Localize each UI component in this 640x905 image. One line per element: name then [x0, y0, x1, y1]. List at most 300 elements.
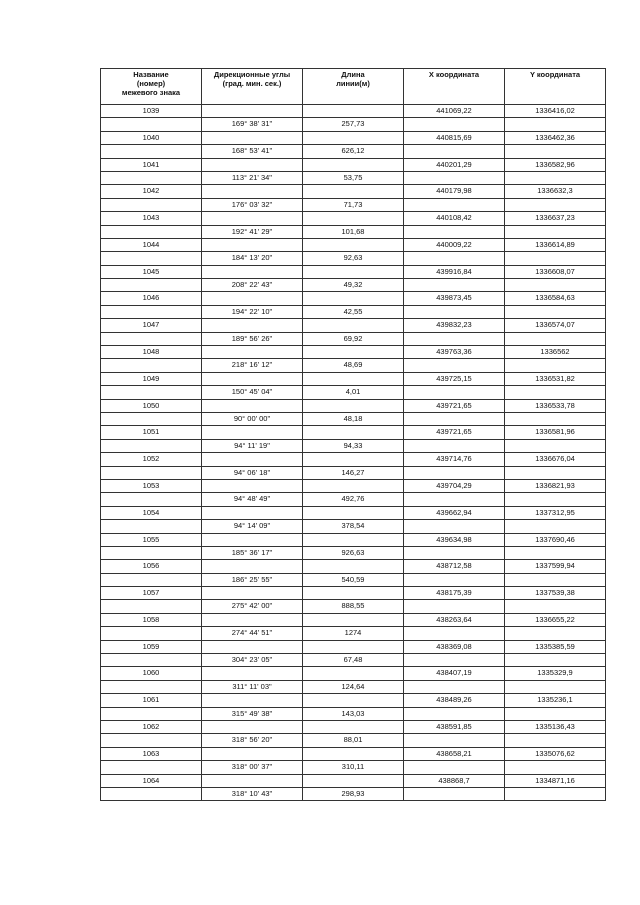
direction-angle-cell: 318° 10' 43" — [202, 787, 303, 800]
line-length-cell: 257,73 — [303, 118, 404, 131]
direction-angle-cell: 113° 21' 34" — [202, 171, 303, 184]
segment-name-empty — [101, 573, 202, 586]
direction-angle-cell: 169° 38' 31" — [202, 118, 303, 131]
segment-y-empty — [505, 546, 606, 559]
point-angle-empty — [202, 346, 303, 359]
point-name-cell: 1059 — [101, 640, 202, 653]
segment-name-empty — [101, 654, 202, 667]
segment-x-empty — [404, 145, 505, 158]
y-coordinate-cell: 1335385,59 — [505, 640, 606, 653]
point-row — [101, 453, 606, 466]
point-length-empty — [303, 238, 404, 251]
y-coordinate-cell: 1334871,16 — [505, 774, 606, 787]
point-name-cell: 1054 — [101, 506, 202, 519]
point-length-empty — [303, 185, 404, 198]
segment-x-empty — [404, 439, 505, 452]
direction-angle-cell: 318° 00' 37" — [202, 761, 303, 774]
segment-x-empty — [404, 332, 505, 345]
direction-angle-cell: 185° 36' 17" — [202, 546, 303, 559]
segment-y-empty — [505, 198, 606, 211]
point-row — [101, 560, 606, 573]
line-length-cell: 143,03 — [303, 707, 404, 720]
point-angle-empty — [202, 587, 303, 600]
direction-angle-cell: 150° 45' 04" — [202, 386, 303, 399]
point-length-empty — [303, 453, 404, 466]
point-row — [101, 694, 606, 707]
x-coordinate-cell: 439832,23 — [404, 319, 505, 332]
segment-name-empty — [101, 627, 202, 640]
point-length-empty — [303, 346, 404, 359]
point-name-cell: 1044 — [101, 238, 202, 251]
point-name-cell: 1042 — [101, 185, 202, 198]
direction-angle-cell: 208° 22' 43" — [202, 279, 303, 292]
segment-name-empty — [101, 359, 202, 372]
header-direction-angle: Дирекционные углы (град. мин. сек.) — [202, 69, 303, 105]
line-length-cell: 124,64 — [303, 680, 404, 693]
segment-row — [101, 466, 606, 479]
point-angle-empty — [202, 185, 303, 198]
direction-angle-cell: 94° 06' 18" — [202, 466, 303, 479]
line-length-cell: 67,48 — [303, 654, 404, 667]
x-coordinate-cell: 438369,08 — [404, 640, 505, 653]
segment-row — [101, 305, 606, 318]
y-coordinate-cell: 1336608,07 — [505, 265, 606, 278]
segment-y-empty — [505, 520, 606, 533]
point-name-cell: 1045 — [101, 265, 202, 278]
segment-x-empty — [404, 761, 505, 774]
direction-angle-cell: 274° 44' 51" — [202, 627, 303, 640]
point-name-cell: 1051 — [101, 426, 202, 439]
segment-x-empty — [404, 707, 505, 720]
point-row — [101, 105, 606, 118]
segment-x-empty — [404, 252, 505, 265]
segment-name-empty — [101, 520, 202, 533]
direction-angle-cell: 90° 00' 00" — [202, 412, 303, 425]
line-length-cell: 1274 — [303, 627, 404, 640]
x-coordinate-cell: 439721,65 — [404, 426, 505, 439]
point-row — [101, 426, 606, 439]
point-row — [101, 720, 606, 733]
direction-angle-cell: 304° 23' 05" — [202, 654, 303, 667]
point-length-empty — [303, 479, 404, 492]
y-coordinate-cell: 1336562 — [505, 346, 606, 359]
point-row — [101, 667, 606, 680]
point-name-cell: 1063 — [101, 747, 202, 760]
segment-name-empty — [101, 145, 202, 158]
segment-y-empty — [505, 171, 606, 184]
point-row — [101, 131, 606, 144]
segment-name-empty — [101, 761, 202, 774]
x-coordinate-cell: 439763,36 — [404, 346, 505, 359]
point-length-empty — [303, 372, 404, 385]
point-name-cell: 1058 — [101, 613, 202, 626]
point-angle-empty — [202, 667, 303, 680]
line-length-cell: 69,92 — [303, 332, 404, 345]
line-length-cell: 146,27 — [303, 466, 404, 479]
point-name-cell: 1057 — [101, 587, 202, 600]
direction-angle-cell: 94° 11' 19" — [202, 439, 303, 452]
point-length-empty — [303, 399, 404, 412]
y-coordinate-cell: 1337599,94 — [505, 560, 606, 573]
direction-angle-cell: 311° 11' 03" — [202, 680, 303, 693]
segment-y-empty — [505, 761, 606, 774]
point-length-empty — [303, 212, 404, 225]
point-row — [101, 640, 606, 653]
segment-y-empty — [505, 225, 606, 238]
direction-angle-cell: 186° 25' 55" — [202, 573, 303, 586]
segment-x-empty — [404, 198, 505, 211]
point-name-cell: 1050 — [101, 399, 202, 412]
point-row — [101, 747, 606, 760]
segment-y-empty — [505, 412, 606, 425]
segment-row — [101, 412, 606, 425]
segment-x-empty — [404, 627, 505, 640]
segment-name-empty — [101, 171, 202, 184]
point-row — [101, 238, 606, 251]
point-name-cell: 1039 — [101, 105, 202, 118]
point-length-empty — [303, 667, 404, 680]
point-length-empty — [303, 720, 404, 733]
y-coordinate-cell: 1336637,23 — [505, 212, 606, 225]
point-angle-empty — [202, 720, 303, 733]
point-angle-empty — [202, 158, 303, 171]
direction-angle-cell: 218° 16' 12" — [202, 359, 303, 372]
x-coordinate-cell: 438175,39 — [404, 587, 505, 600]
segment-row — [101, 520, 606, 533]
point-angle-empty — [202, 506, 303, 519]
segment-name-empty — [101, 493, 202, 506]
direction-angle-cell: 189° 56' 26" — [202, 332, 303, 345]
point-name-cell: 1043 — [101, 212, 202, 225]
point-angle-empty — [202, 479, 303, 492]
table-header-row — [101, 69, 606, 105]
segment-name-empty — [101, 198, 202, 211]
point-name-cell: 1053 — [101, 479, 202, 492]
point-row — [101, 265, 606, 278]
direction-angle-cell: 94° 14' 09" — [202, 520, 303, 533]
point-row — [101, 319, 606, 332]
segment-row — [101, 145, 606, 158]
point-length-empty — [303, 587, 404, 600]
point-angle-empty — [202, 613, 303, 626]
direction-angle-cell: 194° 22' 10" — [202, 305, 303, 318]
segment-y-empty — [505, 707, 606, 720]
point-angle-empty — [202, 694, 303, 707]
point-length-empty — [303, 774, 404, 787]
segment-y-empty — [505, 359, 606, 372]
point-name-cell: 1046 — [101, 292, 202, 305]
point-name-cell: 1064 — [101, 774, 202, 787]
segment-x-empty — [404, 493, 505, 506]
segment-x-empty — [404, 573, 505, 586]
segment-name-empty — [101, 707, 202, 720]
segment-name-empty — [101, 252, 202, 265]
point-angle-empty — [202, 319, 303, 332]
y-coordinate-cell: 1336821,93 — [505, 479, 606, 492]
point-angle-empty — [202, 238, 303, 251]
x-coordinate-cell: 440815,69 — [404, 131, 505, 144]
point-name-cell: 1052 — [101, 453, 202, 466]
point-length-empty — [303, 560, 404, 573]
line-length-cell: 48,18 — [303, 412, 404, 425]
segment-y-empty — [505, 305, 606, 318]
segment-name-empty — [101, 412, 202, 425]
header-x-coordinate: X координата — [404, 69, 505, 105]
direction-angle-cell: 275° 42' 00" — [202, 600, 303, 613]
point-name-cell: 1060 — [101, 667, 202, 680]
point-length-empty — [303, 613, 404, 626]
segment-y-empty — [505, 332, 606, 345]
line-length-cell: 888,55 — [303, 600, 404, 613]
segment-row — [101, 654, 606, 667]
segment-row — [101, 787, 606, 800]
segment-y-empty — [505, 573, 606, 586]
point-row — [101, 185, 606, 198]
segment-y-empty — [505, 654, 606, 667]
point-name-cell: 1047 — [101, 319, 202, 332]
x-coordinate-cell: 438868,7 — [404, 774, 505, 787]
point-name-cell: 1049 — [101, 372, 202, 385]
line-length-cell: 92,63 — [303, 252, 404, 265]
x-coordinate-cell: 439873,45 — [404, 292, 505, 305]
line-length-cell: 298,93 — [303, 787, 404, 800]
y-coordinate-cell: 1336574,07 — [505, 319, 606, 332]
segment-row — [101, 680, 606, 693]
point-length-empty — [303, 640, 404, 653]
point-name-cell: 1048 — [101, 346, 202, 359]
segment-name-empty — [101, 546, 202, 559]
y-coordinate-cell: 1336584,63 — [505, 292, 606, 305]
y-coordinate-cell: 1336416,02 — [505, 105, 606, 118]
segment-name-empty — [101, 225, 202, 238]
segment-x-empty — [404, 386, 505, 399]
segment-name-empty — [101, 600, 202, 613]
direction-angle-cell: 176° 03' 32" — [202, 198, 303, 211]
segment-x-empty — [404, 225, 505, 238]
segment-name-empty — [101, 787, 202, 800]
segment-row — [101, 546, 606, 559]
line-length-cell: 94,33 — [303, 439, 404, 452]
point-row — [101, 774, 606, 787]
point-row — [101, 212, 606, 225]
segment-x-empty — [404, 412, 505, 425]
x-coordinate-cell: 439916,84 — [404, 265, 505, 278]
header-point-name: Название (номер) межевого знака — [101, 69, 202, 105]
point-row — [101, 613, 606, 626]
segment-y-empty — [505, 787, 606, 800]
point-angle-empty — [202, 131, 303, 144]
segment-x-empty — [404, 654, 505, 667]
point-row — [101, 158, 606, 171]
segment-x-empty — [404, 680, 505, 693]
header-y-coordinate: Y координата — [505, 69, 606, 105]
x-coordinate-cell: 440201,29 — [404, 158, 505, 171]
segment-row — [101, 707, 606, 720]
segment-row — [101, 439, 606, 452]
direction-angle-cell: 318° 56' 20" — [202, 734, 303, 747]
segment-row — [101, 493, 606, 506]
point-length-empty — [303, 747, 404, 760]
segment-row — [101, 600, 606, 613]
point-angle-empty — [202, 774, 303, 787]
y-coordinate-cell: 1335136,43 — [505, 720, 606, 733]
point-angle-empty — [202, 372, 303, 385]
segment-name-empty — [101, 466, 202, 479]
segment-name-empty — [101, 305, 202, 318]
y-coordinate-cell: 1336533,78 — [505, 399, 606, 412]
point-row — [101, 292, 606, 305]
segment-x-empty — [404, 118, 505, 131]
point-angle-empty — [202, 265, 303, 278]
x-coordinate-cell: 439714,76 — [404, 453, 505, 466]
x-coordinate-cell: 438407,19 — [404, 667, 505, 680]
segment-row — [101, 225, 606, 238]
line-length-cell: 492,76 — [303, 493, 404, 506]
point-row — [101, 533, 606, 546]
y-coordinate-cell: 1336614,89 — [505, 238, 606, 251]
point-row — [101, 479, 606, 492]
segment-row — [101, 171, 606, 184]
segment-row — [101, 761, 606, 774]
line-length-cell: 4,01 — [303, 386, 404, 399]
y-coordinate-cell: 1337312,95 — [505, 506, 606, 519]
segment-y-empty — [505, 252, 606, 265]
point-angle-empty — [202, 533, 303, 546]
x-coordinate-cell: 439721,65 — [404, 399, 505, 412]
y-coordinate-cell: 1336581,96 — [505, 426, 606, 439]
point-angle-empty — [202, 292, 303, 305]
segment-x-empty — [404, 171, 505, 184]
x-coordinate-cell: 438658,21 — [404, 747, 505, 760]
line-length-cell: 378,54 — [303, 520, 404, 533]
x-coordinate-cell: 438712,58 — [404, 560, 505, 573]
direction-angle-cell: 315° 49' 38" — [202, 707, 303, 720]
point-length-empty — [303, 533, 404, 546]
x-coordinate-cell: 438489,26 — [404, 694, 505, 707]
segment-row — [101, 627, 606, 640]
line-length-cell: 540,59 — [303, 573, 404, 586]
segment-x-empty — [404, 305, 505, 318]
point-angle-empty — [202, 640, 303, 653]
segment-y-empty — [505, 493, 606, 506]
y-coordinate-cell: 1335236,1 — [505, 694, 606, 707]
point-angle-empty — [202, 212, 303, 225]
table-body — [101, 105, 606, 801]
segment-name-empty — [101, 439, 202, 452]
segment-row — [101, 279, 606, 292]
segment-y-empty — [505, 734, 606, 747]
x-coordinate-cell: 440009,22 — [404, 238, 505, 251]
point-length-empty — [303, 319, 404, 332]
line-length-cell: 71,73 — [303, 198, 404, 211]
x-coordinate-cell: 440108,42 — [404, 212, 505, 225]
segment-y-empty — [505, 145, 606, 158]
segment-name-empty — [101, 734, 202, 747]
point-angle-empty — [202, 105, 303, 118]
segment-row — [101, 252, 606, 265]
y-coordinate-cell: 1337690,46 — [505, 533, 606, 546]
point-angle-empty — [202, 426, 303, 439]
segment-y-empty — [505, 279, 606, 292]
segment-y-empty — [505, 466, 606, 479]
x-coordinate-cell: 440179,98 — [404, 185, 505, 198]
point-row — [101, 587, 606, 600]
segment-row — [101, 332, 606, 345]
x-coordinate-cell: 438263,64 — [404, 613, 505, 626]
y-coordinate-cell: 1336676,04 — [505, 453, 606, 466]
point-length-empty — [303, 506, 404, 519]
line-length-cell: 49,32 — [303, 279, 404, 292]
line-length-cell: 101,68 — [303, 225, 404, 238]
point-angle-empty — [202, 747, 303, 760]
segment-name-empty — [101, 386, 202, 399]
x-coordinate-cell: 438591,85 — [404, 720, 505, 733]
y-coordinate-cell: 1336582,96 — [505, 158, 606, 171]
point-length-empty — [303, 694, 404, 707]
point-length-empty — [303, 426, 404, 439]
segment-name-empty — [101, 332, 202, 345]
y-coordinate-cell: 1335329,9 — [505, 667, 606, 680]
segment-y-empty — [505, 439, 606, 452]
x-coordinate-cell: 441069,22 — [404, 105, 505, 118]
segment-row — [101, 198, 606, 211]
point-name-cell: 1056 — [101, 560, 202, 573]
y-coordinate-cell: 1336632,3 — [505, 185, 606, 198]
segment-x-empty — [404, 734, 505, 747]
direction-angle-cell: 192° 41' 29" — [202, 225, 303, 238]
point-length-empty — [303, 131, 404, 144]
segment-x-empty — [404, 600, 505, 613]
point-name-cell: 1062 — [101, 720, 202, 733]
direction-angle-cell: 184° 13' 20" — [202, 252, 303, 265]
segment-y-empty — [505, 627, 606, 640]
point-name-cell: 1061 — [101, 694, 202, 707]
segment-name-empty — [101, 118, 202, 131]
x-coordinate-cell: 439725,15 — [404, 372, 505, 385]
point-angle-empty — [202, 560, 303, 573]
point-row — [101, 372, 606, 385]
x-coordinate-cell: 439634,98 — [404, 533, 505, 546]
line-length-cell: 926,63 — [303, 546, 404, 559]
point-length-empty — [303, 292, 404, 305]
segment-row — [101, 734, 606, 747]
y-coordinate-cell: 1336531,82 — [505, 372, 606, 385]
line-length-cell: 48,69 — [303, 359, 404, 372]
direction-angle-cell: 94° 48' 49" — [202, 493, 303, 506]
segment-x-empty — [404, 279, 505, 292]
point-length-empty — [303, 158, 404, 171]
segment-name-empty — [101, 279, 202, 292]
point-name-cell: 1055 — [101, 533, 202, 546]
segment-x-empty — [404, 359, 505, 372]
x-coordinate-cell: 439704,29 — [404, 479, 505, 492]
y-coordinate-cell: 1336655,22 — [505, 613, 606, 626]
segment-y-empty — [505, 680, 606, 693]
segment-y-empty — [505, 386, 606, 399]
segment-x-empty — [404, 520, 505, 533]
x-coordinate-cell: 439662,94 — [404, 506, 505, 519]
segment-row — [101, 118, 606, 131]
line-length-cell: 626,12 — [303, 145, 404, 158]
point-name-cell: 1041 — [101, 158, 202, 171]
line-length-cell: 42,55 — [303, 305, 404, 318]
point-row — [101, 346, 606, 359]
point-angle-empty — [202, 399, 303, 412]
direction-angle-cell: 168° 53' 41" — [202, 145, 303, 158]
y-coordinate-cell: 1335076,62 — [505, 747, 606, 760]
point-length-empty — [303, 105, 404, 118]
y-coordinate-cell: 1336462,36 — [505, 131, 606, 144]
